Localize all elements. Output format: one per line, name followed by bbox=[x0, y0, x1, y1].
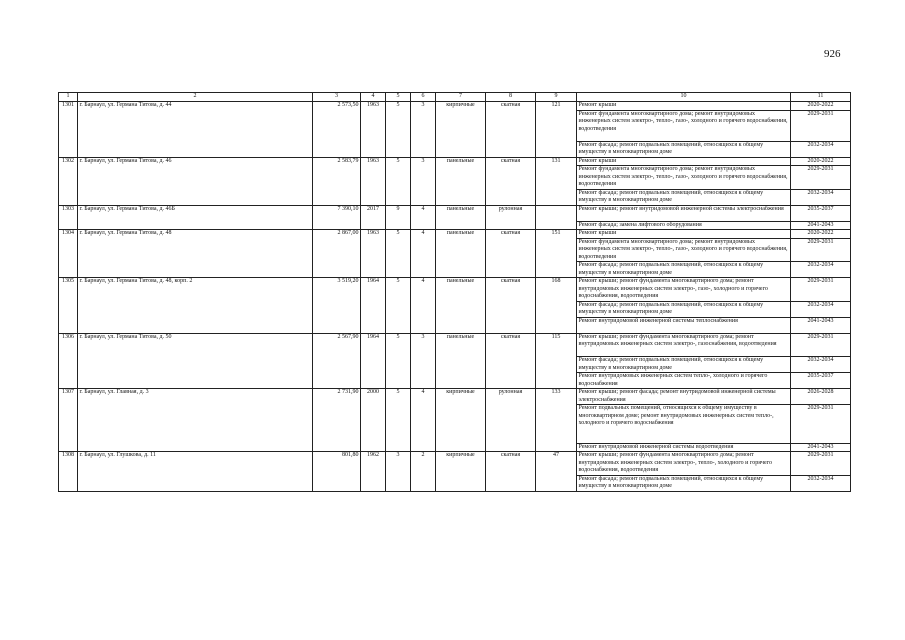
address-cell: г. Барнаул, ул. Германа Титова, д. 48, корп. 2 bbox=[78, 278, 313, 334]
table-row bbox=[59, 230, 851, 239]
repair-work-cell: Ремонт фасада; замена лифтового оборудования bbox=[577, 221, 791, 230]
repair-period-cell: 2035-2037 bbox=[791, 205, 851, 221]
year-cell: 1963 bbox=[361, 102, 386, 158]
roof-type-cell: скатная bbox=[486, 157, 536, 205]
residents-cell: 115 bbox=[536, 333, 577, 389]
column-header: 6 bbox=[411, 93, 436, 102]
roof-type-cell: скатная bbox=[486, 452, 536, 492]
repair-period-cell: 2032-2034 bbox=[791, 357, 851, 373]
housing-register-table bbox=[58, 92, 851, 492]
repair-period-cell: 2041-2043 bbox=[791, 221, 851, 230]
area-cell: 3 519,20 bbox=[313, 278, 361, 334]
repair-work-cell: Ремонт внутридомовых инженерных систем тепло-, холодного и горячего водоснабжения bbox=[577, 373, 791, 389]
column-number-row bbox=[59, 93, 851, 102]
entrances-cell: 4 bbox=[411, 205, 436, 230]
residents-cell: 151 bbox=[536, 230, 577, 278]
walls-material-cell: панельные bbox=[436, 157, 486, 205]
address-cell: г. Барнаул, ул. Глушкова, д. 11 bbox=[78, 452, 313, 492]
column-header: 5 bbox=[386, 93, 411, 102]
address-cell: г. Барнаул, ул. Германа Титова, д. 46 bbox=[78, 157, 313, 205]
repair-work-cell: Ремонт подвальных помещений, относящихся к общему имуществу в многоквартирном доме; ремонт внутридомовых инженерных систем тепло-, холодного и горячего водоснабжения bbox=[577, 405, 791, 444]
repair-period-cell: 2032-2034 bbox=[791, 262, 851, 278]
floors-cell: 5 bbox=[386, 230, 411, 278]
entrances-cell: 4 bbox=[411, 278, 436, 334]
residents-cell: 121 bbox=[536, 102, 577, 158]
repair-work-cell: Ремонт крыши bbox=[577, 102, 791, 111]
entrances-cell: 4 bbox=[411, 389, 436, 452]
column-header: 10 bbox=[577, 93, 791, 102]
repair-period-cell: 2035-2037 bbox=[791, 373, 851, 389]
table-row bbox=[59, 278, 851, 302]
walls-material-cell: кирпичные bbox=[436, 389, 486, 452]
year-cell: 2017 bbox=[361, 205, 386, 230]
table-row bbox=[59, 333, 851, 357]
area-cell: 801,80 bbox=[313, 452, 361, 492]
repair-period-cell: 2029-2031 bbox=[791, 166, 851, 190]
walls-material-cell: кирпичные bbox=[436, 452, 486, 492]
column-header: 9 bbox=[536, 93, 577, 102]
row-number-cell: 1308 bbox=[59, 452, 78, 492]
address-cell: г. Барнаул, ул. Германа Титова, д. 44 bbox=[78, 102, 313, 158]
repair-work-cell: Ремонт фундамента многоквартирного дома; ремонт внутридомовых инженерных систем электро-, тепло-, газо-, холодного и горячего водоснабжения, водоотведения bbox=[577, 238, 791, 262]
entrances-cell: 4 bbox=[411, 230, 436, 278]
repair-period-cell: 2029-2031 bbox=[791, 452, 851, 476]
row-number-cell: 1307 bbox=[59, 389, 78, 452]
residents-cell bbox=[536, 205, 577, 230]
roof-type-cell: рулонная bbox=[486, 389, 536, 452]
repair-period-cell: 2032-2034 bbox=[791, 301, 851, 317]
column-header: 2 bbox=[78, 93, 313, 102]
area-cell: 2 583,79 bbox=[313, 157, 361, 205]
walls-material-cell: панельные bbox=[436, 230, 486, 278]
row-number-cell: 1301 bbox=[59, 102, 78, 158]
repair-work-cell: Ремонт фундамента многоквартирного дома; ремонт внутридомовых инженерных систем электро-, тепло-, газо-, холодного и горячего водоснабжения, водоотведения bbox=[577, 166, 791, 190]
address-cell: г. Барнаул, ул. Германа Титова, д. 50 bbox=[78, 333, 313, 389]
repair-period-cell: 2041-2043 bbox=[791, 443, 851, 452]
repair-work-cell: Ремонт фасада; ремонт подвальных помещений, относящихся к общему имуществу в многоквартирном доме bbox=[577, 357, 791, 373]
column-header: 7 bbox=[436, 93, 486, 102]
repair-work-cell: Ремонт крыши; ремонт фасада; ремонт внутридомовой инженерной системы электроснабжения bbox=[577, 389, 791, 405]
year-cell: 1962 bbox=[361, 452, 386, 492]
column-header: 1 bbox=[59, 93, 78, 102]
repair-period-cell: 2029-2031 bbox=[791, 405, 851, 444]
floors-cell: 5 bbox=[386, 389, 411, 452]
roof-type-cell: скатная bbox=[486, 102, 536, 158]
repair-period-cell: 2032-2034 bbox=[791, 141, 851, 157]
residents-cell: 168 bbox=[536, 278, 577, 334]
year-cell: 1964 bbox=[361, 333, 386, 389]
repair-period-cell: 2041-2043 bbox=[791, 317, 851, 333]
column-header: 11 bbox=[791, 93, 851, 102]
year-cell: 1964 bbox=[361, 278, 386, 334]
repair-work-cell: Ремонт крыши bbox=[577, 230, 791, 239]
entrances-cell: 2 bbox=[411, 452, 436, 492]
year-cell: 2000 bbox=[361, 389, 386, 452]
repair-work-cell: Ремонт фасада; ремонт подвальных помещений, относящихся к общему имуществу в многоквартирном доме bbox=[577, 262, 791, 278]
repair-period-cell: 2020-2022 bbox=[791, 157, 851, 166]
repair-work-cell: Ремонт фасада; ремонт подвальных помещений, относящихся к общему имуществу в многоквартирном доме bbox=[577, 475, 791, 491]
address-cell: г. Барнаул, ул. Германа Титова, д. 46Б bbox=[78, 205, 313, 230]
entrances-cell: 3 bbox=[411, 333, 436, 389]
repair-period-cell: 2032-2034 bbox=[791, 189, 851, 205]
repair-work-cell: Ремонт крыши bbox=[577, 157, 791, 166]
row-number-cell: 1303 bbox=[59, 205, 78, 230]
area-cell: 2 573,50 bbox=[313, 102, 361, 158]
repair-period-cell: 2029-2031 bbox=[791, 238, 851, 262]
residents-cell: 133 bbox=[536, 389, 577, 452]
column-header: 3 bbox=[313, 93, 361, 102]
row-number-cell: 1306 bbox=[59, 333, 78, 389]
repair-period-cell: 2029-2031 bbox=[791, 110, 851, 141]
area-cell: 2 867,00 bbox=[313, 230, 361, 278]
table-row bbox=[59, 389, 851, 405]
floors-cell: 9 bbox=[386, 205, 411, 230]
repair-work-cell: Ремонт фасада; ремонт подвальных помещений, относящихся к общему имуществу в многоквартирном доме bbox=[577, 301, 791, 317]
floors-cell: 5 bbox=[386, 157, 411, 205]
repair-period-cell: 2029-2031 bbox=[791, 278, 851, 302]
table-row bbox=[59, 102, 851, 111]
roof-type-cell: рулонная bbox=[486, 205, 536, 230]
repair-work-cell: Ремонт фасада; ремонт подвальных помещений, относящихся к общему имуществу в многоквартирном доме bbox=[577, 141, 791, 157]
entrances-cell: 3 bbox=[411, 157, 436, 205]
roof-type-cell: скатная bbox=[486, 278, 536, 334]
residents-cell: 47 bbox=[536, 452, 577, 492]
repair-work-cell: Ремонт фасада; ремонт подвальных помещений, относящихся к общему имуществу в многоквартирном доме bbox=[577, 189, 791, 205]
area-cell: 2 567,90 bbox=[313, 333, 361, 389]
walls-material-cell: панельные bbox=[436, 278, 486, 334]
table-row bbox=[59, 452, 851, 476]
repair-work-cell: Ремонт крыши; ремонт фундамента многоквартирного дома; ремонт внутридомовых инженерных систем электро-, газо-, холодного и горячего водоснабжения, водоотведения bbox=[577, 278, 791, 302]
repair-work-cell: Ремонт крыши; ремонт фундамента многоквартирного дома; ремонт внутридомовых инженерных систем электро-, газоснабжения, водоотведения bbox=[577, 333, 791, 357]
repair-period-cell: 2020-2022 bbox=[791, 102, 851, 111]
repair-work-cell: Ремонт внутридомовой инженерной системы водоотведения bbox=[577, 443, 791, 452]
repair-period-cell: 2029-2031 bbox=[791, 333, 851, 357]
repair-period-cell: 2032-2034 bbox=[791, 475, 851, 491]
floors-cell: 5 bbox=[386, 278, 411, 334]
roof-type-cell: скатная bbox=[486, 230, 536, 278]
floors-cell: 5 bbox=[386, 333, 411, 389]
address-cell: г. Барнаул, ул. Германа Титова, д. 48 bbox=[78, 230, 313, 278]
page-number: 926 bbox=[824, 48, 841, 60]
entrances-cell: 3 bbox=[411, 102, 436, 158]
column-header: 4 bbox=[361, 93, 386, 102]
walls-material-cell: панельные bbox=[436, 205, 486, 230]
repair-work-cell: Ремонт крыши; ремонт фундамента многоквартирного дома; ремонт внутридомовых инженерных систем электро-, тепло-, холодного и горячего водоснабжения, водоотведения bbox=[577, 452, 791, 476]
year-cell: 1963 bbox=[361, 230, 386, 278]
repair-period-cell: 2020-2022 bbox=[791, 230, 851, 239]
floors-cell: 3 bbox=[386, 452, 411, 492]
year-cell: 1963 bbox=[361, 157, 386, 205]
row-number-cell: 1302 bbox=[59, 157, 78, 205]
walls-material-cell: панельные bbox=[436, 333, 486, 389]
repair-work-cell: Ремонт крыши; ремонт внутридомовой инженерной системы электроснабжения bbox=[577, 205, 791, 221]
table-row bbox=[59, 157, 851, 166]
area-cell: 7 390,10 bbox=[313, 205, 361, 230]
residents-cell: 131 bbox=[536, 157, 577, 205]
row-number-cell: 1304 bbox=[59, 230, 78, 278]
table-row bbox=[59, 205, 851, 221]
area-cell: 2 731,90 bbox=[313, 389, 361, 452]
repair-period-cell: 2026-2028 bbox=[791, 389, 851, 405]
repair-work-cell: Ремонт фундамента многоквартирного дома; ремонт внутридомовых инженерных систем электро-, тепло-, газо-, холодного и горячего водоснабжения, водоотведения bbox=[577, 110, 791, 141]
roof-type-cell: скатная bbox=[486, 333, 536, 389]
register-body bbox=[59, 102, 851, 492]
address-cell: г. Барнаул, ул. Главная, д. 3 bbox=[78, 389, 313, 452]
repair-work-cell: Ремонт внутридомовой инженерной системы теплоснабжения bbox=[577, 317, 791, 333]
column-header: 8 bbox=[486, 93, 536, 102]
walls-material-cell: кирпичные bbox=[436, 102, 486, 158]
row-number-cell: 1305 bbox=[59, 278, 78, 334]
floors-cell: 5 bbox=[386, 102, 411, 158]
